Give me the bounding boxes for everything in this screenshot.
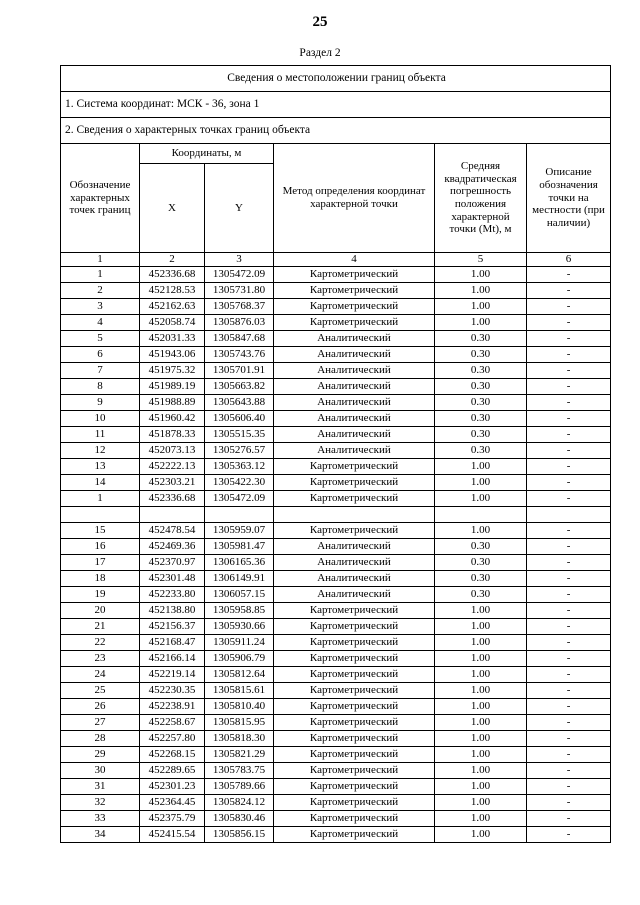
cell-error: 0.30	[435, 539, 527, 555]
table-row	[61, 651, 611, 667]
cell-description: -	[527, 795, 611, 811]
cell-y: 1305422.30	[205, 475, 274, 491]
cell-y: 1306165.36	[205, 555, 274, 571]
cell-error: 1.00	[435, 811, 527, 827]
cell-error: 0.30	[435, 587, 527, 603]
cell-point: 18	[61, 571, 140, 587]
cell-method: Аналитический	[274, 539, 435, 555]
cell-error: 0.30	[435, 331, 527, 347]
table-row	[61, 779, 611, 795]
table-row	[61, 507, 611, 523]
cell-method: Картометрический	[274, 811, 435, 827]
cell-error: 1.00	[435, 283, 527, 299]
cell-error: 0.30	[435, 411, 527, 427]
cell-y: 1305731.80	[205, 283, 274, 299]
col-number: 3	[205, 253, 274, 267]
cell-error: 0.30	[435, 347, 527, 363]
cell-point: 25	[61, 683, 140, 699]
cell-x: 452128.53	[140, 283, 205, 299]
cell-method: Картометрический	[274, 795, 435, 811]
cell-x: 452268.15	[140, 747, 205, 763]
table-row	[61, 667, 611, 683]
cell-method: Аналитический	[274, 427, 435, 443]
cell-x: 452031.33	[140, 331, 205, 347]
cell-y: 1305643.88	[205, 395, 274, 411]
cell-point: 30	[61, 763, 140, 779]
table-row	[61, 347, 611, 363]
cell-point: 2	[61, 283, 140, 299]
table-row	[61, 635, 611, 651]
cell-method: Картометрический	[274, 283, 435, 299]
cell-x: 452478.54	[140, 523, 205, 539]
table-row	[61, 443, 611, 459]
cell-y: 1305818.30	[205, 731, 274, 747]
cell-method: Аналитический	[274, 363, 435, 379]
section-title: Раздел 2	[299, 47, 341, 59]
cell-y: 1305606.40	[205, 411, 274, 427]
cell-point: 23	[61, 651, 140, 667]
cell-method: Картометрический	[274, 683, 435, 699]
cell-x: 452238.91	[140, 699, 205, 715]
cell-x: 452138.80	[140, 603, 205, 619]
cell-method: Аналитический	[274, 443, 435, 459]
table-row	[61, 283, 611, 299]
cell-error: 1.00	[435, 795, 527, 811]
cell-x: 452233.80	[140, 587, 205, 603]
coordinates-table	[60, 65, 611, 843]
cell-y: 1305876.03	[205, 315, 274, 331]
cell-description: -	[527, 699, 611, 715]
table-row	[61, 811, 611, 827]
table-row	[61, 331, 611, 347]
cell-error: 1.00	[435, 827, 527, 843]
cell-y: 1305824.12	[205, 795, 274, 811]
cell-point: 24	[61, 667, 140, 683]
cell-point: 14	[61, 475, 140, 491]
cell-x: 452364.45	[140, 795, 205, 811]
cell-y: 1305701.91	[205, 363, 274, 379]
table-row	[61, 731, 611, 747]
cell-description: -	[527, 715, 611, 731]
cell-point: 15	[61, 523, 140, 539]
cell-point: 9	[61, 395, 140, 411]
cell-error: 1.00	[435, 731, 527, 747]
cell-x: 452257.80	[140, 731, 205, 747]
cell-method: Картометрический	[274, 267, 435, 283]
cell-description: -	[527, 635, 611, 651]
cell-error: 0.30	[435, 555, 527, 571]
col-number: 4	[274, 253, 435, 267]
cell-x: 452336.68	[140, 267, 205, 283]
cell-description: -	[527, 379, 611, 395]
cell-point: 28	[61, 731, 140, 747]
cell-description: -	[527, 347, 611, 363]
cell-method: Аналитический	[274, 555, 435, 571]
cell-point: 26	[61, 699, 140, 715]
cell-y: 1305768.37	[205, 299, 274, 315]
cell-y: 1305856.15	[205, 827, 274, 843]
cell-x: 452258.67	[140, 715, 205, 731]
cell-error: 1.00	[435, 715, 527, 731]
cell-method: Картометрический	[274, 475, 435, 491]
cell-x: 452301.23	[140, 779, 205, 795]
cell-y: 1305930.66	[205, 619, 274, 635]
cell-point: 33	[61, 811, 140, 827]
cell-point: 8	[61, 379, 140, 395]
cell-method: Картометрический	[274, 715, 435, 731]
cell-method: Картометрический	[274, 763, 435, 779]
cell-point: 16	[61, 539, 140, 555]
cell-point: 34	[61, 827, 140, 843]
cell-description: -	[527, 683, 611, 699]
cell-description: -	[527, 827, 611, 843]
cell-y: 1305812.64	[205, 667, 274, 683]
table-row	[61, 459, 611, 475]
table-row	[61, 363, 611, 379]
cell-point: 31	[61, 779, 140, 795]
cell-method: Аналитический	[274, 395, 435, 411]
cell-y: 1305363.12	[205, 459, 274, 475]
cell-method: Картометрический	[274, 299, 435, 315]
cell-x: 452230.35	[140, 683, 205, 699]
cell-error: 1.00	[435, 635, 527, 651]
cell-method: Аналитический	[274, 347, 435, 363]
cell-y: 1305911.24	[205, 635, 274, 651]
cell-x: 452166.14	[140, 651, 205, 667]
table-row	[61, 603, 611, 619]
cell-method: Картометрический	[274, 619, 435, 635]
cell-point: 22	[61, 635, 140, 651]
cell-x: 452168.47	[140, 635, 205, 651]
cell-x: 451975.32	[140, 363, 205, 379]
cell-description: -	[527, 331, 611, 347]
cell-error: 1.00	[435, 267, 527, 283]
header-coords: Координаты, м	[140, 144, 274, 164]
cell-x: 452303.21	[140, 475, 205, 491]
cell-point	[61, 507, 140, 523]
cell-point: 29	[61, 747, 140, 763]
cell-error: 1.00	[435, 779, 527, 795]
cell-description: -	[527, 315, 611, 331]
cell-point: 21	[61, 619, 140, 635]
header-y: Y	[205, 164, 274, 253]
cell-method: Аналитический	[274, 411, 435, 427]
cell-y: 1305743.76	[205, 347, 274, 363]
cell-x: 452289.65	[140, 763, 205, 779]
cell-method: Картометрический	[274, 459, 435, 475]
cell-method: Аналитический	[274, 571, 435, 587]
cell-point: 12	[61, 443, 140, 459]
cell-y: 1305821.29	[205, 747, 274, 763]
cell-description: -	[527, 571, 611, 587]
cell-y: 1305276.57	[205, 443, 274, 459]
table-row	[61, 619, 611, 635]
cell-description: -	[527, 491, 611, 507]
cell-error: 1.00	[435, 491, 527, 507]
table-row	[61, 475, 611, 491]
cell-method: Картометрический	[274, 651, 435, 667]
cell-description: -	[527, 411, 611, 427]
cell-x: 452415.54	[140, 827, 205, 843]
cell-description: -	[527, 427, 611, 443]
cell-point: 20	[61, 603, 140, 619]
cell-y: 1305810.40	[205, 699, 274, 715]
cell-x: 451878.33	[140, 427, 205, 443]
cell-point: 1	[61, 491, 140, 507]
table-row	[61, 715, 611, 731]
header-point: Обозначение характерных точек границ	[61, 144, 140, 253]
col-number: 6	[527, 253, 611, 267]
cell-point: 17	[61, 555, 140, 571]
cell-x: 451989.19	[140, 379, 205, 395]
header-method: Метод определения координат характерной точки	[274, 144, 435, 253]
cell-method: Картометрический	[274, 667, 435, 683]
cell-point: 27	[61, 715, 140, 731]
cell-y: 1306149.91	[205, 571, 274, 587]
cell-y	[205, 507, 274, 523]
cell-description: -	[527, 523, 611, 539]
cell-y: 1305847.68	[205, 331, 274, 347]
cell-method: Картометрический	[274, 635, 435, 651]
cell-x	[140, 507, 205, 523]
cell-point: 5	[61, 331, 140, 347]
cell-y: 1306057.15	[205, 587, 274, 603]
cell-y: 1305981.47	[205, 539, 274, 555]
table-title: Сведения о местоположении границ объекта	[61, 66, 611, 92]
cell-error	[435, 507, 527, 523]
cell-x: 452469.36	[140, 539, 205, 555]
table-row	[61, 315, 611, 331]
cell-error: 1.00	[435, 459, 527, 475]
cell-error: 1.00	[435, 299, 527, 315]
table-row	[61, 427, 611, 443]
cell-point: 13	[61, 459, 140, 475]
cell-point: 32	[61, 795, 140, 811]
cell-description: -	[527, 603, 611, 619]
cell-x: 451988.89	[140, 395, 205, 411]
cell-error: 0.30	[435, 379, 527, 395]
table-row	[61, 683, 611, 699]
cell-description: -	[527, 299, 611, 315]
cell-description: -	[527, 539, 611, 555]
cell-error: 1.00	[435, 763, 527, 779]
table-row	[61, 299, 611, 315]
cell-error: 1.00	[435, 523, 527, 539]
table-row	[61, 379, 611, 395]
cell-y: 1305959.07	[205, 523, 274, 539]
cell-description: -	[527, 475, 611, 491]
table-row	[61, 827, 611, 843]
cell-error: 1.00	[435, 603, 527, 619]
cell-point: 19	[61, 587, 140, 603]
cell-x: 452162.63	[140, 299, 205, 315]
cell-method: Картометрический	[274, 731, 435, 747]
cell-method: Картометрический	[274, 699, 435, 715]
cell-y: 1305515.35	[205, 427, 274, 443]
cell-error: 1.00	[435, 667, 527, 683]
cell-error: 1.00	[435, 699, 527, 715]
cell-description: -	[527, 779, 611, 795]
cell-point: 4	[61, 315, 140, 331]
table-row	[61, 491, 611, 507]
cell-error: 1.00	[435, 475, 527, 491]
cell-description: -	[527, 763, 611, 779]
cell-x: 452073.13	[140, 443, 205, 459]
cell-method: Аналитический	[274, 379, 435, 395]
cell-description: -	[527, 395, 611, 411]
cell-description: -	[527, 555, 611, 571]
coordinate-system: 1. Система координат: МСК - 36, зона 1	[61, 92, 611, 118]
cell-y: 1305906.79	[205, 651, 274, 667]
table-row	[61, 395, 611, 411]
table-row	[61, 571, 611, 587]
cell-y: 1305815.95	[205, 715, 274, 731]
cell-x: 452222.13	[140, 459, 205, 475]
cell-method: Картометрический	[274, 603, 435, 619]
cell-y: 1305830.46	[205, 811, 274, 827]
cell-description: -	[527, 651, 611, 667]
table-row	[61, 555, 611, 571]
cell-point: 11	[61, 427, 140, 443]
cell-description: -	[527, 811, 611, 827]
cell-x: 451960.42	[140, 411, 205, 427]
cell-description: -	[527, 731, 611, 747]
cell-point: 3	[61, 299, 140, 315]
table-row	[61, 267, 611, 283]
cell-x: 452156.37	[140, 619, 205, 635]
table-row	[61, 747, 611, 763]
cell-method: Аналитический	[274, 331, 435, 347]
cell-description: -	[527, 283, 611, 299]
cell-x: 452375.79	[140, 811, 205, 827]
points-heading: 2. Сведения о характерных точках границ объекта	[61, 118, 611, 144]
cell-x: 452058.74	[140, 315, 205, 331]
col-number: 1	[61, 253, 140, 267]
cell-method: Картометрический	[274, 523, 435, 539]
cell-error: 1.00	[435, 619, 527, 635]
col-number: 2	[140, 253, 205, 267]
cell-description: -	[527, 747, 611, 763]
cell-error: 1.00	[435, 747, 527, 763]
cell-error: 0.30	[435, 571, 527, 587]
cell-y: 1305472.09	[205, 491, 274, 507]
cell-error: 1.00	[435, 315, 527, 331]
cell-x: 452301.48	[140, 571, 205, 587]
cell-y: 1305815.61	[205, 683, 274, 699]
table-row	[61, 411, 611, 427]
cell-error: 0.30	[435, 395, 527, 411]
cell-error: 0.30	[435, 443, 527, 459]
table-row	[61, 587, 611, 603]
header-description: Описание обозначения точки на местности (при наличии)	[527, 144, 611, 253]
cell-x: 452219.14	[140, 667, 205, 683]
cell-description: -	[527, 267, 611, 283]
page-number: 25	[312, 14, 328, 30]
cell-y: 1305472.09	[205, 267, 274, 283]
cell-description: -	[527, 667, 611, 683]
table-row	[61, 539, 611, 555]
table-row	[61, 699, 611, 715]
cell-method: Картометрический	[274, 491, 435, 507]
cell-method: Картометрический	[274, 779, 435, 795]
cell-method: Картометрический	[274, 315, 435, 331]
cell-x: 452370.97	[140, 555, 205, 571]
cell-x: 452336.68	[140, 491, 205, 507]
cell-error: 1.00	[435, 651, 527, 667]
cell-error: 1.00	[435, 683, 527, 699]
cell-x: 451943.06	[140, 347, 205, 363]
cell-point: 7	[61, 363, 140, 379]
cell-y: 1305789.66	[205, 779, 274, 795]
col-number: 5	[435, 253, 527, 267]
cell-method: Аналитический	[274, 587, 435, 603]
cell-y: 1305663.82	[205, 379, 274, 395]
cell-method	[274, 507, 435, 523]
cell-point: 10	[61, 411, 140, 427]
cell-y: 1305783.75	[205, 763, 274, 779]
cell-point: 6	[61, 347, 140, 363]
cell-error: 0.30	[435, 363, 527, 379]
cell-y: 1305958.85	[205, 603, 274, 619]
table-row	[61, 523, 611, 539]
table-row	[61, 795, 611, 811]
cell-description	[527, 507, 611, 523]
cell-description: -	[527, 587, 611, 603]
table-row	[61, 763, 611, 779]
cell-description: -	[527, 459, 611, 475]
cell-description: -	[527, 363, 611, 379]
cell-point: 1	[61, 267, 140, 283]
cell-method: Картометрический	[274, 747, 435, 763]
cell-method: Картометрический	[274, 827, 435, 843]
cell-error: 0.30	[435, 427, 527, 443]
header-error: Средняя квадратическая погрешность положения характерной точки (Mt), м	[435, 144, 527, 253]
cell-description: -	[527, 619, 611, 635]
header-x: X	[140, 164, 205, 253]
cell-description: -	[527, 443, 611, 459]
